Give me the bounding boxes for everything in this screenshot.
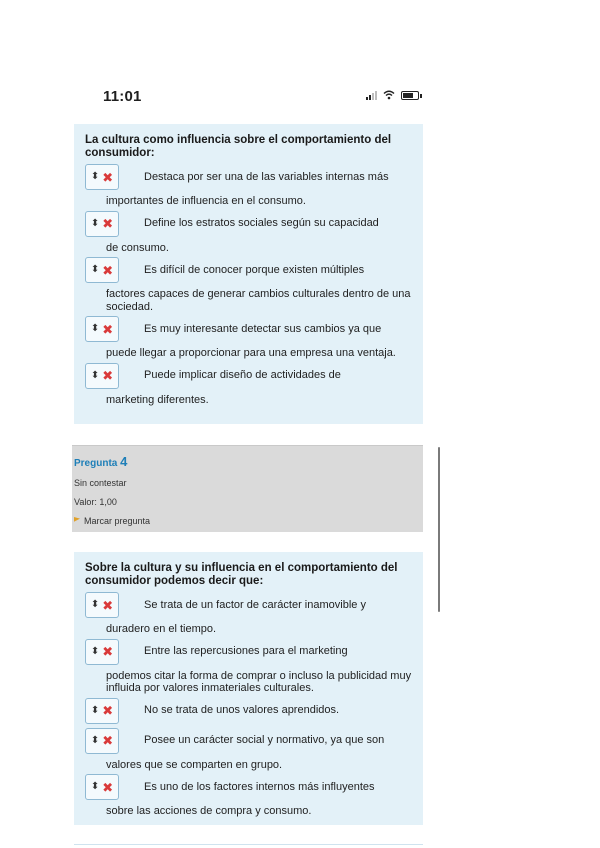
option-text-continued: valores que se comparten en grupo. bbox=[106, 758, 283, 771]
question-number-value: 4 bbox=[120, 454, 128, 469]
answer-select[interactable] bbox=[85, 363, 119, 389]
option-text: Destaca por ser una de las variables internas más bbox=[144, 170, 389, 183]
answer-select[interactable] bbox=[85, 774, 119, 800]
option-text-continued: factores capaces de generar cambios culturales dentro de una sociedad. bbox=[106, 288, 411, 313]
question-title: Sobre la cultura y su influencia en el comportamiento del consumidor podemos decir que: bbox=[85, 562, 398, 587]
updown-arrow-icon: ⬍ bbox=[90, 323, 100, 334]
option-text-continued: podemos citar la forma de comprar o incluso la publicidad muy influida por valores inmateriales culturales. bbox=[106, 669, 412, 694]
option-item bbox=[85, 163, 412, 208]
flag-question-link[interactable] bbox=[74, 516, 423, 526]
option-text-continued: duradero en el tiempo. bbox=[106, 623, 217, 635]
option-item bbox=[85, 697, 412, 725]
option-text: Es uno de los factores internos más influyentes bbox=[144, 780, 375, 793]
option-item bbox=[85, 362, 412, 407]
divider bbox=[74, 844, 423, 845]
updown-arrow-icon: ⬍ bbox=[90, 369, 100, 381]
question-value: Valor: 1,00 bbox=[74, 497, 117, 507]
battery-icon bbox=[401, 91, 419, 100]
incorrect-x-icon: ✖ bbox=[102, 597, 114, 613]
option-text: Es difícil de conocer porque existen múltiples bbox=[144, 263, 365, 276]
answer-select[interactable] bbox=[85, 316, 119, 342]
option-text-continued: sobre las acciones de compra y consumo. bbox=[106, 805, 312, 817]
updown-arrow-icon: ⬍ bbox=[90, 217, 100, 229]
answer-select[interactable] bbox=[85, 164, 119, 190]
status-bar bbox=[0, 0, 600, 120]
question-label: Pregunta bbox=[74, 458, 118, 469]
flag-question-label: Marcar pregunta bbox=[84, 516, 151, 526]
option-item bbox=[85, 773, 412, 818]
updown-arrow-icon: ⬍ bbox=[90, 264, 100, 275]
answer-select[interactable] bbox=[85, 257, 119, 283]
updown-arrow-icon: ⬍ bbox=[90, 599, 100, 610]
option-text: Puede implicar diseño de actividades de bbox=[144, 369, 341, 382]
option-item bbox=[85, 210, 412, 255]
answer-select[interactable] bbox=[85, 698, 119, 724]
updown-arrow-icon: ⬍ bbox=[90, 781, 100, 792]
updown-arrow-icon: ⬍ bbox=[90, 171, 100, 182]
incorrect-x-icon: ✖ bbox=[102, 733, 114, 748]
incorrect-x-icon: ✖ bbox=[102, 644, 114, 659]
option-text-continued: importantes de influencia en el consumo. bbox=[106, 195, 306, 207]
answer-select[interactable] bbox=[85, 211, 119, 237]
question-info-panel bbox=[72, 445, 423, 532]
option-text: Posee un carácter social y normativo, ya que son bbox=[144, 734, 385, 747]
option-text: No se trata de unos valores aprendidos. bbox=[144, 704, 340, 717]
cellular-signal-icon bbox=[366, 90, 377, 100]
option-item bbox=[85, 727, 412, 772]
incorrect-x-icon: ✖ bbox=[102, 703, 114, 718]
answer-select[interactable] bbox=[85, 728, 119, 754]
updown-arrow-icon: ⬍ bbox=[90, 704, 100, 716]
question-card-2 bbox=[74, 552, 423, 825]
answer-select[interactable] bbox=[85, 592, 119, 618]
option-text-continued: marketing diferentes. bbox=[106, 393, 209, 406]
option-text-continued: de consumo. bbox=[106, 241, 169, 254]
flag-icon bbox=[74, 517, 80, 525]
status-time: 11:01 bbox=[103, 88, 142, 105]
scrollbar[interactable] bbox=[438, 447, 440, 612]
option-item bbox=[85, 638, 412, 695]
option-text: Es muy interesante detectar sus cambios ya que bbox=[144, 322, 382, 335]
incorrect-x-icon: ✖ bbox=[102, 216, 114, 231]
option-item bbox=[85, 315, 412, 360]
answer-select[interactable] bbox=[85, 639, 119, 665]
question-title: La cultura como influencia sobre el comportamiento del consumidor: bbox=[85, 134, 392, 159]
question-number bbox=[74, 454, 423, 469]
incorrect-x-icon: ✖ bbox=[102, 368, 114, 383]
option-item bbox=[85, 591, 412, 636]
updown-arrow-icon: ⬍ bbox=[90, 645, 100, 657]
option-text: Define los estratos sociales según su capacidad bbox=[144, 217, 379, 230]
updown-arrow-icon: ⬍ bbox=[90, 734, 100, 746]
question-card-1 bbox=[74, 124, 423, 424]
incorrect-x-icon: ✖ bbox=[102, 779, 114, 795]
option-item bbox=[85, 256, 412, 313]
wifi-icon bbox=[383, 90, 395, 100]
option-text-continued: puede llegar a proporcionar para una empresa una ventaja. bbox=[106, 347, 396, 359]
question-status: Sin contestar bbox=[74, 478, 127, 488]
option-text: Se trata de un factor de carácter inamovible y bbox=[144, 598, 366, 611]
incorrect-x-icon: ✖ bbox=[102, 169, 114, 185]
incorrect-x-icon: ✖ bbox=[102, 262, 114, 278]
status-icons bbox=[366, 90, 419, 100]
option-text: Entre las repercusiones para el marketing bbox=[144, 645, 348, 658]
incorrect-x-icon: ✖ bbox=[102, 321, 114, 337]
